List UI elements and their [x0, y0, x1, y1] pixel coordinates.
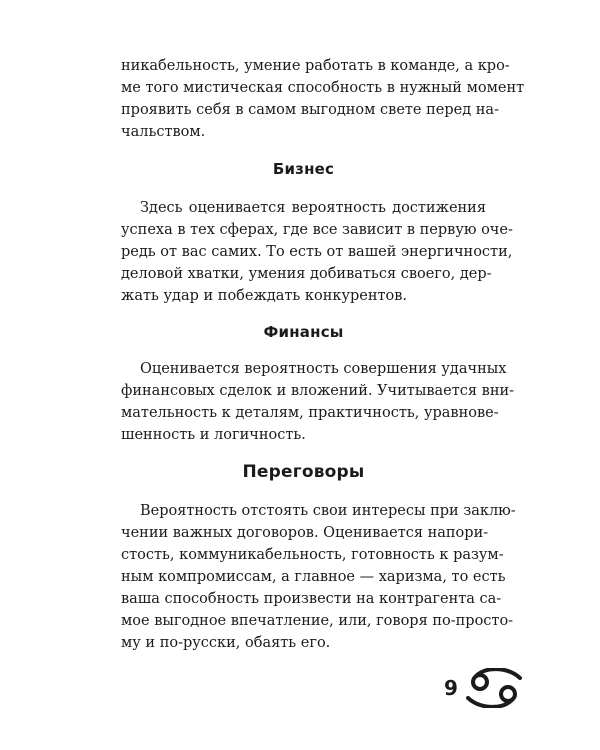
paragraph-line: мательность к деталям, практичность, уравнове-	[121, 405, 499, 421]
intro-line: никабельность, умение работать в команде, а кро-	[121, 58, 510, 74]
paragraph-line: шенность и логичность.	[121, 427, 306, 443]
negotiations-paragraph	[121, 500, 516, 654]
intro-paragraph	[121, 55, 525, 143]
paragraph-line: ным компромиссам, а главное — харизма, то есть	[121, 569, 506, 585]
paragraph-line: стость, коммуникабельность, готовность к разум-	[121, 547, 504, 563]
paragraph-line: Здесь оценивается вероятность достижения	[140, 200, 486, 216]
finance-paragraph	[121, 358, 515, 446]
cancer-zodiac-icon	[462, 668, 528, 708]
paragraph-line: мое выгодное впечатление, или, говоря по-просто-	[121, 613, 514, 629]
paragraph-line: деловой хватки, умения добиваться своего, дер-	[121, 266, 492, 282]
paragraph-line: жать удар и побеждать конкурентов.	[121, 288, 408, 304]
paragraph-line: успеха в тех сферах, где все зависит в первую оче-	[121, 222, 513, 238]
paragraph-line: Оценивается вероятность совершения удачных	[140, 361, 507, 377]
paragraph-line: Вероятность отстоять свои интересы при заклю-	[140, 503, 516, 519]
page-number: 9	[444, 676, 458, 700]
intro-line: ме того мистическая способность в нужный момент	[121, 80, 525, 96]
paragraph-line: редь от вас самих. То есть от вашей энергичности,	[121, 244, 513, 260]
section-heading-negotiations: Переговоры	[242, 462, 365, 482]
intro-line: чальством.	[121, 124, 206, 140]
intro-line: проявить себя в самом выгодном свете перед на-	[121, 102, 499, 118]
section-heading-finance: Финансы	[263, 323, 344, 341]
section-heading-business: Бизнес	[272, 160, 335, 178]
paragraph-line: чении важных договоров. Оценивается напори-	[121, 525, 489, 541]
business-paragraph	[121, 197, 513, 307]
paragraph-line: му и по-русски, обаять его.	[121, 635, 331, 651]
paragraph-line: финансовых сделок и вложений. Учитывается вни-	[121, 383, 515, 399]
paragraph-line: ваша способность произвести на контрагента са-	[121, 591, 502, 607]
page-footer	[444, 666, 534, 714]
